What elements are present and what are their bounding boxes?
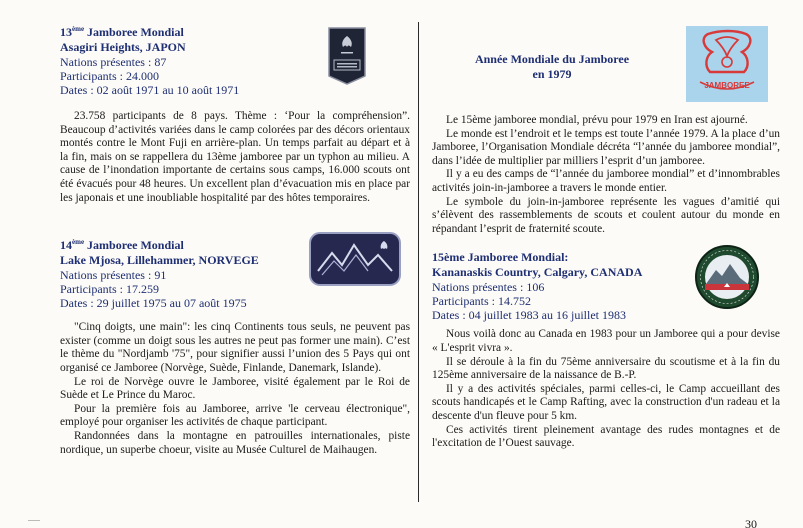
jamboree-1975-paragraph: "Cinq doigts, une main": les cinq Continents tous seuls, ne peuvent pas exister (comme un doigt sous les autres ne peut pas former une main). C’est le thème du "Nordjamb '75", pour signifier aussi l’union des 5 Pays qui ont organisé ce Jamboree (Norvège, Suède, Finlande, Danemark, Islande). [60,321,410,374]
jamboree-1971-location: Asagiri Heights, JAPON [60,40,186,54]
jamboree-1975-participants: Participants : 17.259 [60,282,159,297]
jamboree-1975-header [60,235,410,315]
jamboree-1979-text [432,114,780,236]
jamboree-1983-location: Kananaskis Country, Calgary, CANADA [432,265,643,280]
jamboree-1971-nations: Nations présentes : 87 [60,55,167,69]
jamboree-1983-paragraph: Nous voilà donc au Canada en 1983 pour un Jamboree qui a pour devise « L'esprit vivra ». [432,328,780,354]
jamboree-1971-title: 13ème Jamboree Mondial [60,25,184,39]
jamboree-1983-paragraph: Il se déroule à la fin du 75ème anniversaire du scoutisme et à la fin du 125ème anniversaire de la naissance de B.-P. [432,355,780,382]
jamboree-1971-paragraph: 23.758 participants de 8 pays. Thème : ‘Pour la compréhension”. Beaucoup d’activités variées dans le camp colorées par des décors orientaux montés contre le Mont Fuji en arrière-plan. Un temps parfait au départ et à la fin, mais on se rappellera du 13ème jamboree par un typhon au milieu. A cause de l’inondation importante de certains sous camps, 16.000 scouts ont été évacués pour 48 heures. Un excellent plan d’évacuation mis en place par les japonais et une inoubliable hospitalité par des hôtes temporaires. [60,110,410,204]
jamboree-1979-badge-icon [686,26,768,102]
jamboree-1983-header [432,250,780,322]
jamboree-1983-dates: Dates : 04 juillet 1983 au 16 juillet 1983 [432,308,626,323]
jamboree-1971-participants: Participants : 24.000 [60,69,159,83]
jamboree-1975-text [60,321,410,457]
jamboree-1975-nations: Nations présentes : 91 [60,268,167,283]
jamboree-1983-text [432,328,780,450]
jamboree-1975-paragraph: Randonnées dans la montagne en patrouilles internationales, piste nordique, un superbe choeur, visite au Musée Culturel de Maihaugen. [60,429,410,456]
column-divider [418,22,419,502]
jamboree-1975-paragraph: Le roi de Norvège ouvre le Jamboree, visité également par le Roi de Suède et Le Prince du Maroc. [60,375,410,402]
jamboree-1983-paragraph: Ces activités tirent pleinement avantage des rudes montagnes et de l'excitation de l’Ouest sauvage. [432,423,780,450]
jamboree-1983-nations: Nations présentes : 106 [432,280,545,295]
jamboree-1975-paragraph: Pour la première fois au Jamboree, arrive 'le cerveau électronique", employé pour organiser les activités de chaque participant. [60,402,410,429]
jamboree-1983-participants: Participants : 14.752 [432,294,531,309]
jamboree-1979-paragraph: Il y a eu des camps de “l’année du jamboree mondial” et d’innombrables activités join-in-jamboree a travers le monde entier. [432,168,780,194]
jamboree-1979-paragraph: Le monde est l’endroit et le temps est toute l’année 1979. A la place d’un Jamboree, l’Organisation Mondiale décréta “l’année du jamboree mondial”, dans l’idée de multiplier par milliers l’esprit d’un jamboree. [432,127,780,167]
left-column [60,22,410,457]
jamboree-1979-paragraph: Le 15ème jamboree mondial, prévu pour 1979 en Iran est ajourné. [446,114,748,126]
jamboree-1975-location: Lake Mjosa, Lillehammer, NORVEGE [60,253,259,268]
jamboree-1983-paragraph: Il y a des activités spéciales, parmi celles-ci, le Camp accueillant des scouts handicapés et le Camp Rafting, avec la construction d'un radeau et la descente d'un fleuve pour 5 km. [432,382,780,422]
jamboree-1979-header [432,22,780,110]
jamboree-1975-badge-icon [308,231,402,287]
right-column [432,22,780,451]
jamboree-1983-title: 15ème Jamboree Mondial: [432,250,569,265]
jamboree-1971-dates: Dates : 02 août 1971 au 10 août 1971 [60,83,240,97]
jamboree-1979-paragraph: Le symbole du join-in-jamboree représente les vagues d’amitié qui s’élèvent des rassemblements de scouts et coulent autour du monde en répandant l’esprit de fraternité scoute. [432,195,780,235]
jamboree-1975-dates: Dates : 29 juillet 1975 au 07 août 1975 [60,296,247,311]
jamboree-1971-header [60,22,410,102]
page-number: 30 [745,517,757,528]
jamboree-1979-title: Année Mondiale du Jamboree en 1979 [474,52,630,81]
jamboree-1979-badge-text: JAMBOREE [704,81,750,90]
jamboree-1975-title: 14ème Jamboree Mondial [60,238,184,253]
jamboree-1983-badge-icon [694,244,760,310]
jamboree-1971-badge-icon [326,26,368,86]
page-corner-mark [28,520,40,526]
